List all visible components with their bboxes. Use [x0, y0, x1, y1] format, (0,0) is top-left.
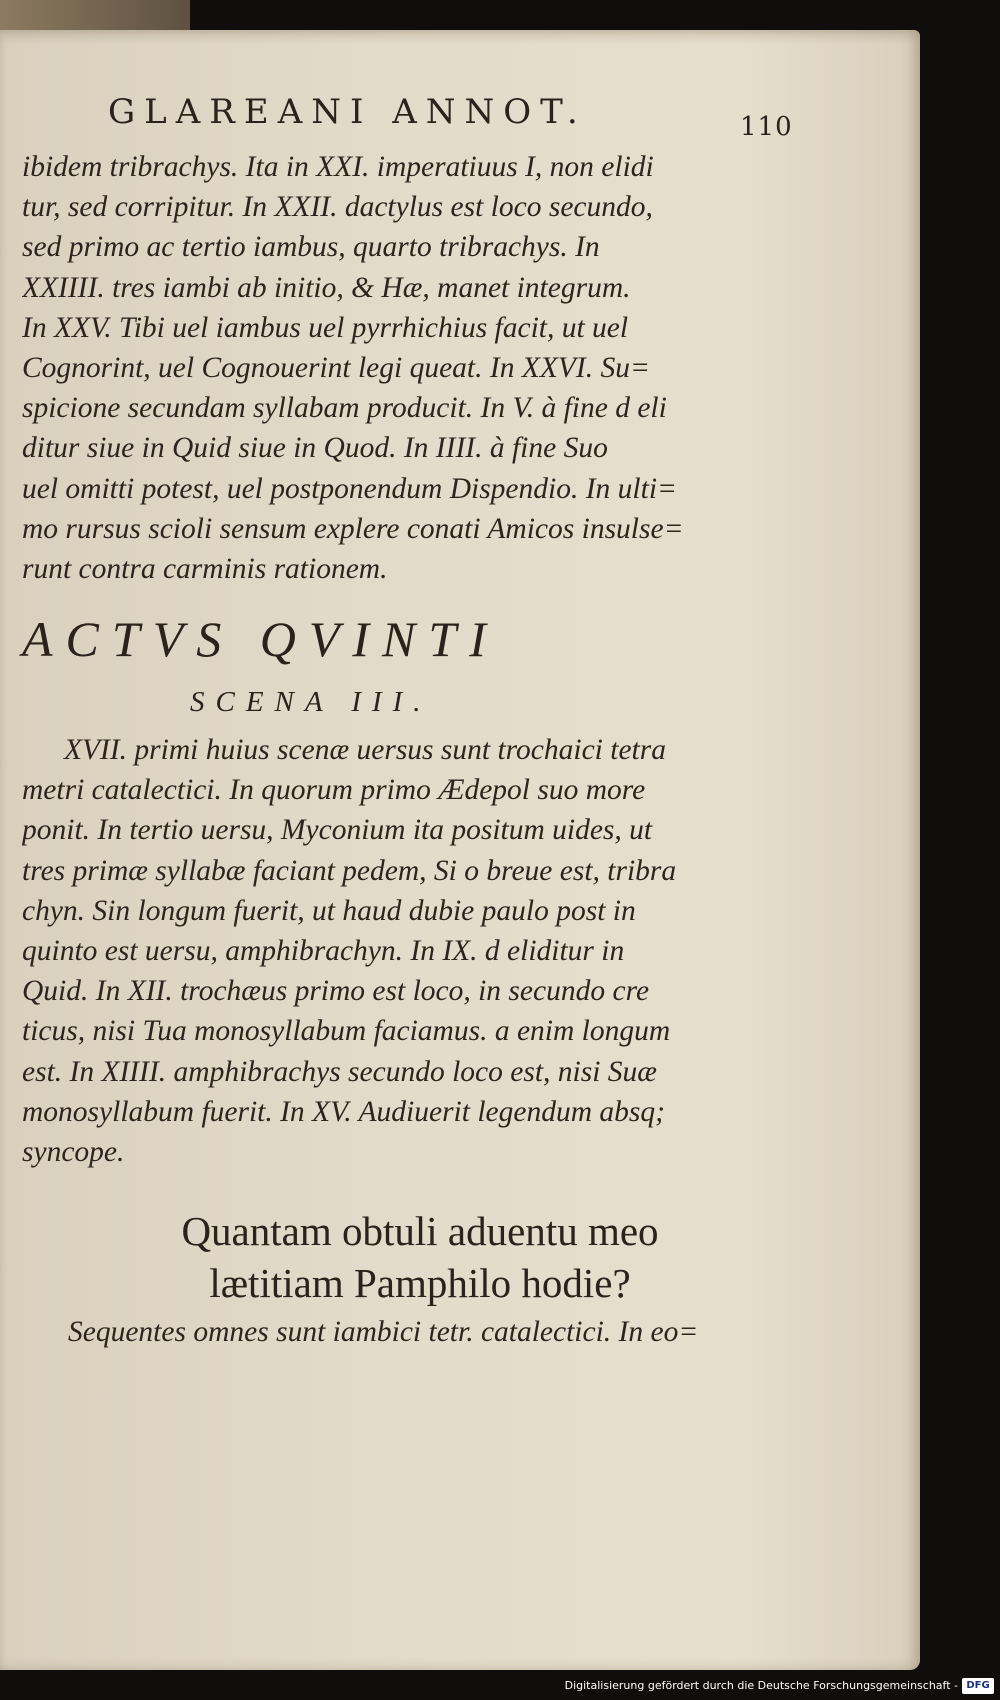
text-line: metri catalectici. In quorum primo Ædepol suo more	[22, 774, 646, 807]
text-line: In XXV. Tibi uel iambus uel pyrrhichius facit, ut uel	[22, 311, 629, 344]
text-line: spicione secundam syllabam producit. In V. à fine d eli	[22, 392, 667, 425]
text-line: runt contra carminis rationem.	[22, 553, 388, 586]
text-line: ticus, nisi Tua monosyllabum faciamus. a enim longum	[22, 1015, 671, 1048]
text-line: ditur siue in Quid siue in Quod. In IIII. à fine Suo	[22, 432, 608, 465]
text-line: quinto est uersu, amphibrachyn. In IX. d eliditur in	[22, 935, 625, 968]
act-heading: ACTVS QVINTI	[22, 611, 499, 667]
page-number: 110	[740, 112, 793, 142]
text-line: ibidem tribrachys. Ita in XXI. imperatiuus I, non elidi	[22, 151, 654, 183]
text-line: Quid. In XII. trochæus primo est loco, in secundo cre	[22, 975, 650, 1008]
text-line: XXIIII. tres iambi ab initio, & Hæ, manet integrum.	[22, 271, 631, 304]
text-line: est. In XIIII. amphibrachys secundo loco est, nisi Suæ	[22, 1055, 657, 1088]
dfg-logo: DFG	[962, 1678, 994, 1694]
text-line: tur, sed corripitur. In XXII. dactylus est loco secundo,	[22, 191, 653, 224]
running-head: GLAREANI ANNOT.	[108, 92, 587, 132]
paragraph-scene-notes	[22, 730, 734, 1172]
paragraph-annotations	[22, 147, 734, 589]
text-line: ponit. In tertio uersu, Myconium ita positum uides, ut	[22, 814, 653, 847]
text-line: Sequentes omnes sunt iambici tetr. catalectici. In eo=	[68, 1316, 699, 1348]
adjacent-page-edge	[0, 0, 190, 30]
text-line: Cognorint, uel Cognouerint legi queat. In XXVI. Su=	[22, 352, 650, 385]
text-line: syncope.	[22, 1136, 125, 1169]
quoted-verse	[100, 1205, 740, 1309]
text-line: monosyllabum fuerit. In XV. Audiuerit legendum absq;	[22, 1095, 665, 1128]
paragraph-following	[22, 1312, 734, 1352]
verse-line: Quantam obtuli aduentu meo	[181, 1208, 659, 1254]
text-line: XVII. primi huius scenæ uersus sunt trochaici tetra	[64, 734, 666, 766]
text-line: uel omitti potest, uel postponendum Dispendio. In ulti=	[22, 472, 677, 505]
text-line: chyn. Sin longum fuerit, ut haud dubie paulo post in	[22, 894, 636, 927]
text-line: tres primæ syllabæ faciant pedem, Si o breue est, tribra	[22, 854, 677, 887]
verse-line: lætitiam Pamphilo hodie?	[209, 1260, 631, 1306]
scene-heading: SCENA III.	[190, 686, 432, 718]
text-line: sed primo ac tertio iambus, quarto tribrachys. In	[22, 231, 600, 264]
digitization-credit: Digitalisierung gefördert durch die Deutsche Forschungsgemeinschaft -	[564, 1679, 958, 1692]
text-line: mo rursus scioli sensum explere conati Amicos insulse=	[22, 512, 684, 545]
